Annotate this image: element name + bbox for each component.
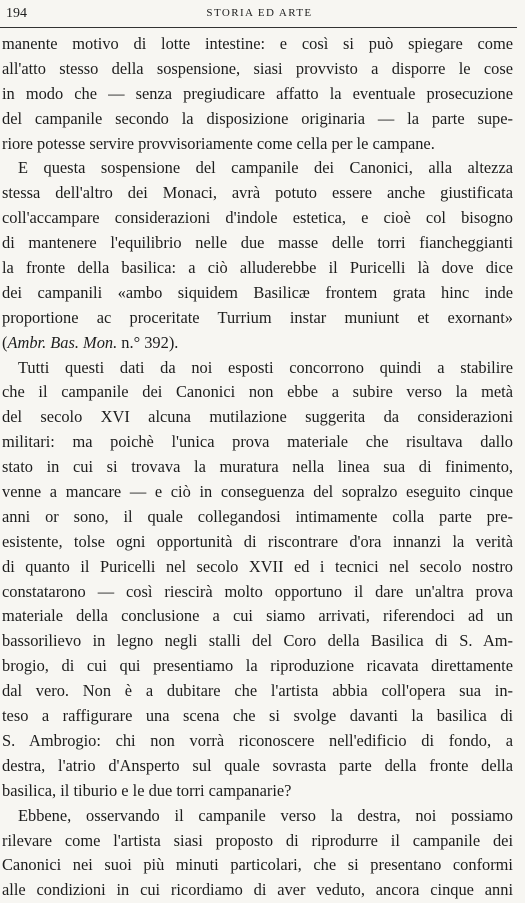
text-line: Tutti questi dati da noi esposti concorrono quindi a stabilire — [18, 357, 513, 377]
text-line: stato in cui si trovava la muratura nella linea sua di finimento, — [2, 457, 513, 477]
text-line: in modo che — senza pregiudicare affatto la eventuale prosecuzione — [2, 83, 513, 103]
text-line: bassorilievo in legno negli stalli del Coro della Basilica di S. Am- — [2, 631, 513, 651]
running-header — [4, 4, 515, 22]
running-title: STORIA ED ARTE — [206, 7, 313, 19]
text-line: la fronte della basilica: a ciò alluderebbe il Puricelli là dove dice — [2, 258, 513, 278]
header-rule — [0, 27, 517, 28]
text-line: materiale della conclusione a cui siamo arrivati, riferendoci ad un — [2, 606, 513, 626]
page-number: 194 — [6, 6, 27, 21]
text-line: dal vero. Non è a dubitare che l'artista abbia coll'opera sua in- — [2, 681, 513, 701]
text-line: manente motivo di lotte intestine: e così si può spiegare come — [2, 34, 513, 53]
text-line: esistente, tolse ogni opportunità di riscontrare d'ora innanzi la verità — [2, 531, 513, 551]
text-line: riore potesse servire provvisoriamente come cella per le campane. — [2, 133, 435, 153]
text-line: basilica, il tiburio e le due torri campanarie? — [2, 780, 292, 800]
text-line: constatarono — così riescirà molto opportuno il dare un'altra prova — [2, 581, 513, 601]
text-line: brogio, di cui qui presentiamo la riproduzione ricavata direttamente — [2, 656, 513, 676]
text-line: E questa sospensione del campanile dei Canonici, alla altezza — [18, 158, 513, 178]
text-line: del campanile secondo la disposizione originaria — la parte supe- — [2, 108, 513, 128]
text-line: coll'accampare considerazioni d'indole estetica, e cioè col bisogno — [2, 208, 513, 228]
text-line: militari: ma poichè l'unica prova materiale che risultava dallo — [2, 432, 513, 452]
body-text — [2, 32, 513, 903]
text-line: stessa dell'altro dei Monaci, avrà potuto essere anche giustificata — [2, 183, 513, 203]
text-line: teso a raffigurare una scena che si svolge davanti la basilica di — [2, 706, 513, 726]
text-line: di mantenere l'equilibrio nelle due masse delle torri fiancheggianti — [2, 233, 513, 253]
text-line: destra, l'atrio d'Ansperto sul quale sovrasta parte della fronte della — [2, 755, 513, 775]
text-line: dei campanili «ambo siquidem Basilicæ frontem grata hinc inde — [2, 282, 513, 302]
text-line: di quanto il Puricelli nel secolo XVII ed i tecnici nel secolo nostro — [2, 556, 513, 576]
text-line: anni or sono, il quale collegandosi intimamente colla parte pre- — [2, 506, 513, 526]
text-line: all'atto stesso della sospensione, siasi provvisto a disporre le cose — [2, 58, 513, 78]
text-line: S. Ambrogio: chi non vorrà riconoscere nell'edificio di fondo, a — [2, 730, 513, 750]
text-line: rilevare come l'artista siasi proposto di riprodurre il campanile dei — [2, 830, 513, 850]
text-line: proportione ac proceritate Turrium instar muniunt et exornant» — [2, 307, 513, 327]
text-line: che il campanile dei Canonici non ebbe a subire verso la metà — [2, 382, 513, 402]
text-line: alle condizioni in cui ricordiamo di aver veduto, ancora cinque anni — [2, 880, 513, 900]
text-line: venne a mancare — e ciò in conseguenza del sopralzo eseguito cinque — [2, 482, 513, 502]
text-line: (Ambr. Bas. Mon. n.° 392). — [2, 332, 179, 352]
text-line: Ebbene, osservando il campanile verso la destra, noi possiamo — [18, 805, 513, 825]
text-line: del secolo XVI alcuna mutilazione suggerita da considerazioni — [2, 407, 513, 427]
text-line: Canonici nei suoi più minuti particolari, che si presentano conformi — [2, 855, 513, 875]
